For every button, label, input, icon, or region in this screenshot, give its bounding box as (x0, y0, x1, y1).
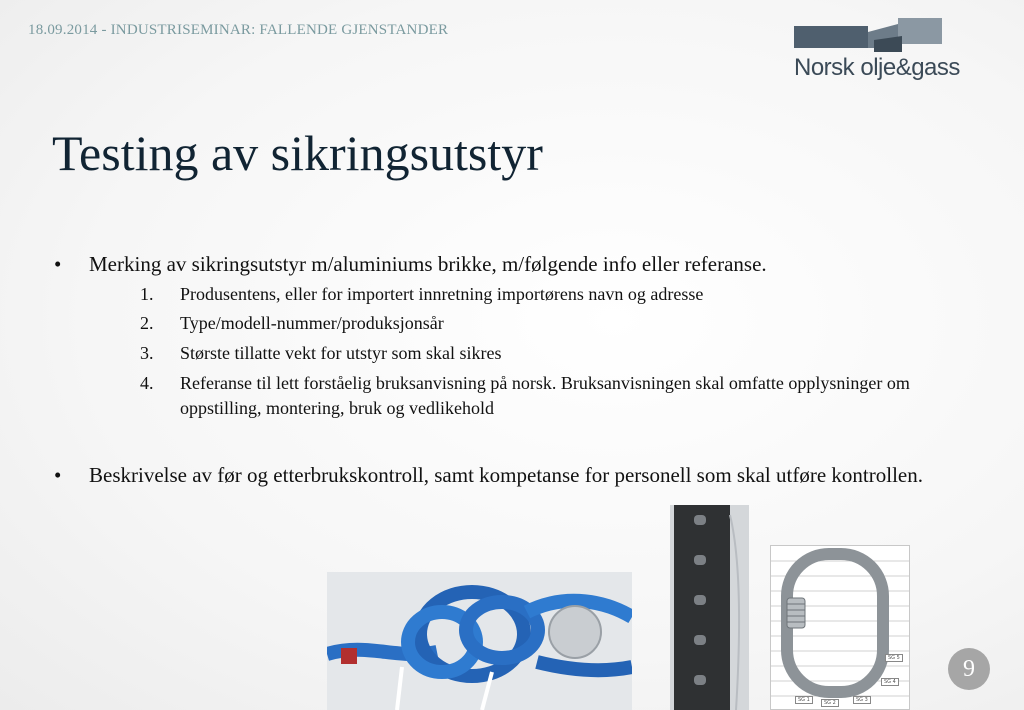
diagram-label-sg1: SG 1 (795, 696, 813, 704)
list-marker-4: 4. (140, 373, 154, 393)
carabiner-diagram (770, 545, 910, 710)
strap-icon (670, 505, 749, 710)
list-marker-1: 1. (140, 284, 154, 304)
rope-tag-photo (327, 572, 632, 710)
bullet-marker: • (54, 463, 62, 487)
bullet-text-control: Beskrivelse av før og etterbrukskontroll, samt kompetanse for personell som skal utføre kontrollen. (89, 463, 923, 487)
diagram-label-sg4: SG 4 (881, 678, 899, 686)
strap-photo (670, 505, 749, 710)
list-marker-3: 3. (140, 343, 154, 363)
diagram-label-sg2: SG 2 (821, 699, 839, 707)
list-marker-2: 2. (140, 313, 154, 333)
page-number-badge: 9 (948, 648, 990, 690)
logo-text: Norsk olje&gass (794, 54, 960, 81)
list-item-1: Produsentens, eller for importert innretning importørens navn og adresse (180, 284, 704, 304)
list-item-3: Største tillatte vekt for utstyr som skal sikres (180, 343, 502, 363)
rope-knot-icon (327, 572, 632, 710)
list-item-2: Type/modell-nummer/produksjonsår (180, 313, 444, 333)
bullet-marker: • (54, 252, 62, 276)
bullet-text-marking: Merking av sikringsutstyr m/aluminiums brikke, m/følgende info eller referanse. (89, 252, 767, 276)
header-text: 18.09.2014 - INDUSTRISEMINAR: FALLENDE GJENSTANDER (28, 22, 449, 38)
list-item-4: Referanse til lett forståelig bruksanvisning på norsk. Bruksanvisningen skal omfatte opplysninger om oppstilling, montering, bruk og vedlikehold (180, 373, 910, 418)
slide-title: Testing av sikringsutstyr (52, 125, 543, 181)
diagram-label-sg5: SG 5 (885, 654, 903, 662)
diagram-label-sg3: SG 3 (853, 696, 871, 704)
